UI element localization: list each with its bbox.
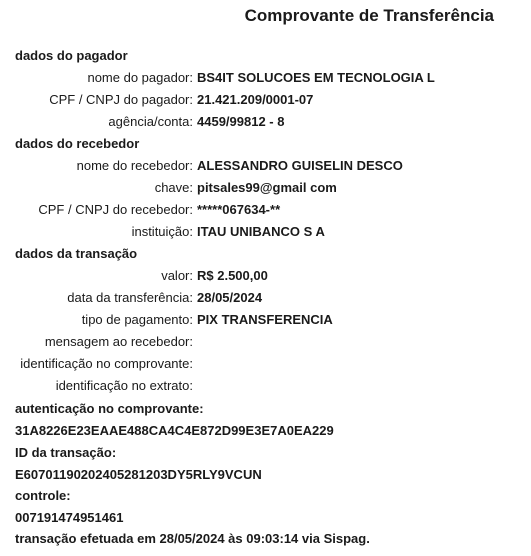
date-value: 28/05/2024 [197, 290, 263, 305]
payer-doc-value: 21.421.209/0001-07 [197, 92, 314, 107]
message-label: mensagem ao recebedor: [44, 334, 193, 349]
transaction-id-label: ID da transação: [15, 445, 117, 460]
payee-doc-value: *****067634-** [197, 202, 281, 217]
payer-name-label: nome do pagador: [87, 70, 193, 85]
payer-section-heading: dados do pagador [15, 48, 128, 63]
control-code: 007191474951461 [15, 510, 124, 525]
date-label: data da transferência: [67, 290, 193, 305]
transaction-section-heading: dados da transação [15, 246, 138, 261]
payee-section-heading: dados do recebedor [15, 136, 140, 151]
payee-key-value: pitsales99@gmail com [197, 180, 337, 195]
payee-key-label: chave: [154, 180, 193, 195]
transaction-id-code: E60701190202405281203DY5RLY9VCUN [15, 467, 262, 482]
receipt-id-label: identificação no comprovante: [20, 356, 193, 371]
payer-doc-label: CPF / CNPJ do pagador: [49, 92, 193, 107]
payer-account-value: 4459/99812 - 8 [197, 114, 285, 129]
amount-label: valor: [161, 268, 193, 283]
receipt-id-row [0, 353, 531, 375]
payer-account-row [0, 111, 531, 133]
control-label: controle: [15, 488, 71, 503]
payee-doc-label: CPF / CNPJ do recebedor: [38, 202, 193, 217]
payment-type-label: tipo de pagamento: [81, 312, 193, 327]
payee-name-label: nome do recebedor: [76, 158, 193, 173]
payee-key-row [0, 177, 531, 199]
payee-name-value: ALESSANDRO GUISELIN DESCO [197, 158, 403, 173]
payer-name-value: BS4IT SOLUCOES EM TECNOLOGIA L [197, 70, 435, 85]
payee-doc-row [0, 199, 531, 221]
payment-type-value: PIX TRANSFERENCIA [197, 312, 333, 327]
payment-type-row [0, 309, 531, 331]
authentication-label: autenticação no comprovante: [15, 401, 204, 416]
amount-value: R$ 2.500,00 [197, 268, 268, 283]
statement-id-label: identificação no extrato: [55, 378, 193, 393]
statement-id-row [0, 375, 531, 397]
payee-name-row [0, 155, 531, 177]
receipt-title: Comprovante de Transferência [244, 6, 494, 25]
footer-note: transação efetuada em 28/05/2024 às 09:03:14 via Sispag. [15, 531, 370, 546]
amount-row [0, 265, 531, 287]
payer-name-row [0, 67, 531, 89]
payee-institution-row [0, 221, 531, 243]
date-row [0, 287, 531, 309]
payee-institution-label: instituição: [131, 224, 193, 239]
message-row [0, 331, 531, 353]
payer-account-label: agência/conta: [108, 114, 193, 129]
payer-doc-row [0, 89, 531, 111]
authentication-code: 31A8226E23EAAE488CA4C4E872D99E3E7A0EA229 [15, 423, 334, 438]
payee-institution-value: ITAU UNIBANCO S A [197, 224, 325, 239]
